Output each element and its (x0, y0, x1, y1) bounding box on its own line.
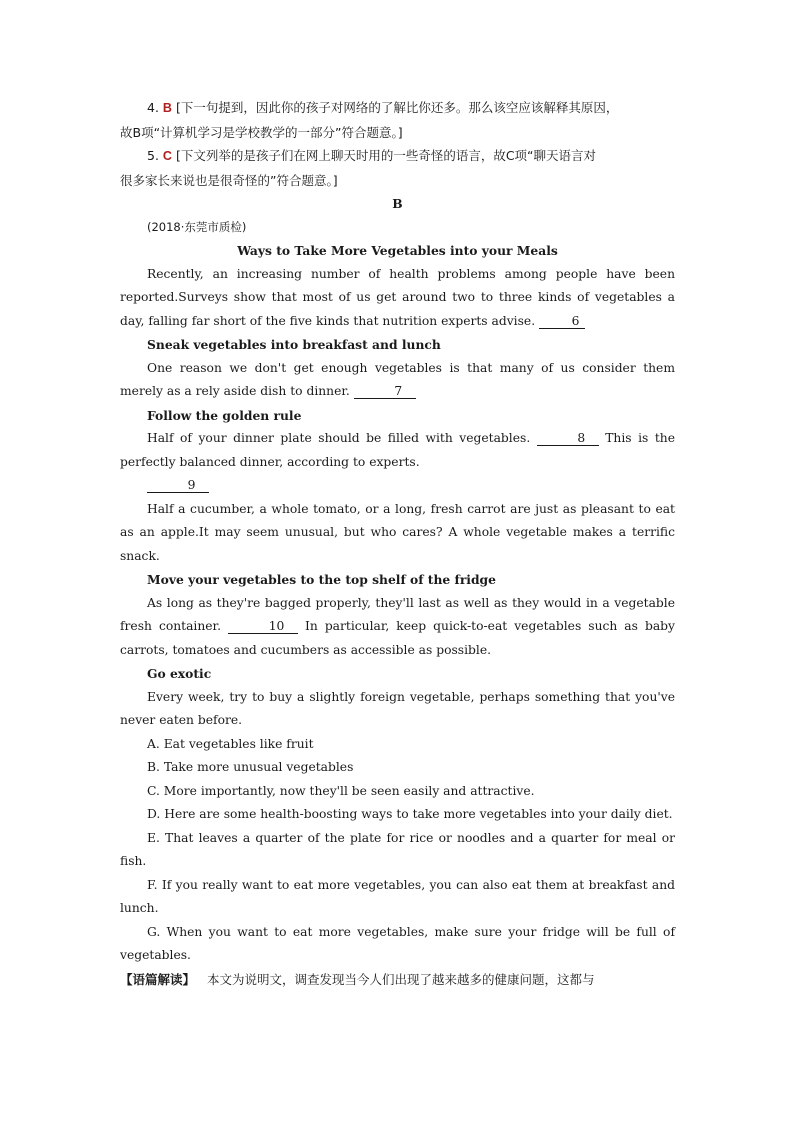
option-c: C. More importantly, now they'll be seen easily and attractive. (147, 783, 535, 798)
answer-4-continued: 故B项“计算机学习是学校教学的一部分”符合题意。] (120, 124, 403, 140)
article-intro: Recently, an increasing number of health problems among people have been reported.Surveys show that most of us get around two to three kinds of vegetables a day, falling far short of the five kinds that nutrition experts advise. 6 (120, 266, 675, 328)
passage-analysis: 【语篇解读】 本文为说明文，调查发现当今人们出现了越来越多的健康问题，这都与 (120, 971, 595, 987)
section-label: B (392, 196, 403, 211)
option-g: G. When you want to eat more vegetables, make sure your fridge will be full of vegetables. (120, 924, 675, 962)
source-note: (2018·东莞市质检) (147, 219, 247, 234)
document-page (120, 96, 675, 991)
option-e: E. That leaves a quarter of the plate for rice or noodles and a quarter for meal or fish. (120, 830, 675, 868)
option-f: F. If you really want to eat more vegetables, you can also eat them at breakfast and lunch. (120, 877, 675, 915)
blank-8[interactable]: 8 (537, 431, 599, 446)
paragraph-sneak: One reason we don't get enough vegetables is that many of us consider them merely as a rely aside dish to dinner. 7 (120, 360, 675, 398)
heading-go-exotic: Go exotic (147, 666, 212, 681)
paragraph-go-exotic: Every week, try to buy a slightly foreign vegetable, perhaps something that you've never eaten before. (120, 689, 675, 727)
option-a: A. Eat vegetables like fruit (147, 736, 314, 751)
answer-5-continued: 很多家长来说也是很奇怪的”符合题意。] (120, 172, 338, 188)
answer-4: 4. B [下一句提到，因此你的孩子对网络的了解比你还多。那么该空应该解释其原因， (147, 100, 619, 115)
heading-blank-9 (120, 474, 675, 498)
answer-letter: B (162, 101, 172, 115)
heading-sneak: Sneak vegetables into breakfast and lunch (147, 337, 441, 352)
answer-5: 5. C [下文列举的是孩子们在网上聊天时用的一些奇怪的语言，故C项“聊天语言对 (147, 148, 597, 163)
blank-7[interactable]: 7 (354, 384, 416, 399)
heading-golden-rule: Follow the golden rule (147, 407, 302, 423)
heading-top-shelf: Move your vegetables to the top shelf of the fridge (147, 572, 496, 587)
blank-10[interactable]: 10 (228, 619, 298, 634)
answer-letter: C (162, 149, 172, 163)
paragraph-top-shelf: As long as they're bagged properly, they'll last as well as they would in a vegetable fresh container. 10 In particular, keep quick-to-eat vegetables such as baby carrots, tomatoes and cucumbers as accessible as possible. (120, 595, 675, 657)
blank-9[interactable]: 9 (147, 478, 209, 493)
option-b: B. Take more unusual vegetables (147, 760, 354, 774)
option-d: D. Here are some health-boosting ways to take more vegetables into your daily diet. (147, 807, 673, 821)
article-title: Ways to Take More Vegetables into your Meals (237, 243, 558, 258)
paragraph-golden-rule: Half of your dinner plate should be filled with vegetables. 8 This is the perfectly balanced dinner, according to experts. (120, 431, 675, 469)
paragraph-snack: Half a cucumber, a whole tomato, or a long, fresh carrot are just as pleasant to eat as an apple.It may seem unusual, but who cares? A whole vegetable makes a terrific snack. (120, 501, 675, 563)
blank-6[interactable]: 6 (539, 314, 585, 329)
analysis-label: 【语篇解读】 (120, 971, 196, 987)
